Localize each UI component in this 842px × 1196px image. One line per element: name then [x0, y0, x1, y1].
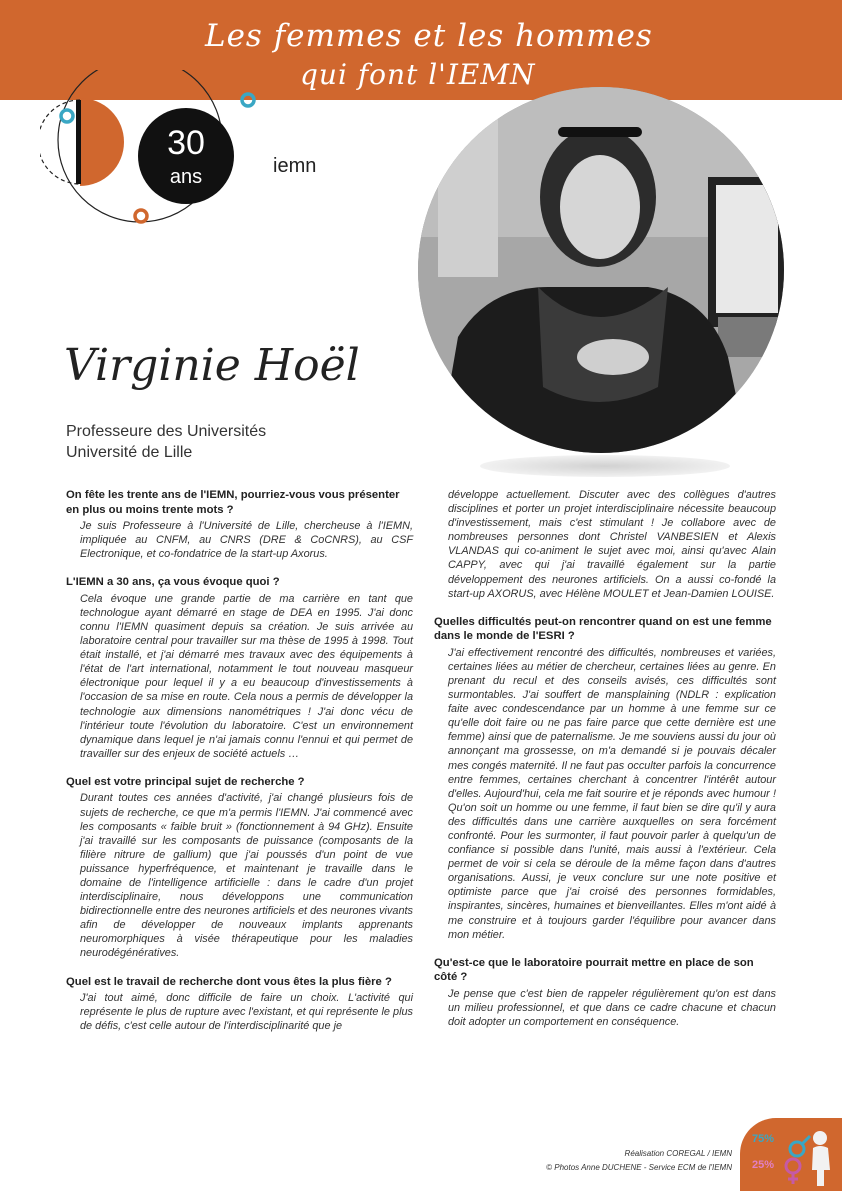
interview-column-right: [434, 488, 776, 1043]
gender-ratio-graphic: [740, 1118, 842, 1191]
credits-line2: © Photos Anne DUCHENE - Service ECM de l'IEMN: [546, 1163, 732, 1172]
logo-dashed-arc: [40, 100, 80, 184]
question-6: Qu'est-ce que le laboratoire pourrait mettre en place de son côté ?: [434, 956, 754, 984]
person-affiliation: Université de Lille: [66, 444, 193, 461]
question-1: On fête les trente ans de l'IEMN, pourriez-vous vous présenter en plus ou moins trente mots ?: [66, 489, 400, 516]
answer-6: Je pense que c'est bien de rappeler régulièrement qu'on est dans un milieu professionnel, et que dans ce cadre chacune et chacun doit adopter un comportement en conséquence.: [448, 987, 776, 1028]
answer-4-continued: développe actuellement. Discuter avec des collègues d'autres disciplines et porter un projet interdisciplinaire nécessite beaucoup d'investissement, mais c'est stimulant ! Je collabore avec de nombreuses personnes dont Christel VANBESIEN et Alexis VLANDAS qui co-animent le sujet avec moi, ainsi qu'avec Alain CAPPY, avec qui j'ai travaillé également sur la partie développement des neurones artificiels. On a aussi co-fondé la start-up AXORUS, avec Hélène MOULET et Jean-Damien LOUISE.: [448, 489, 776, 600]
male-symbol-icon: [790, 1142, 804, 1156]
logo-unit: ans: [169, 166, 203, 188]
photo-shadow: [480, 455, 730, 477]
answer-4: J'ai tout aimé, donc difficile de faire un choix. L'activité qui représente le plus de rupture avec l'existant, et qui représente le plus de défis, c'est celle autour de l'interdisciplinarité que je: [80, 992, 413, 1033]
person-role: [66, 421, 266, 463]
logo-orange-half: [80, 98, 124, 186]
question-4: Quel est le travail de recherche dont vous êtes la plus fière ?: [66, 975, 392, 988]
banner-title-line1: Les femmes et les hommes: [205, 18, 653, 54]
logo-teal-dot-left: [61, 110, 73, 122]
face-shape: [560, 155, 640, 259]
logo-crescent: [238, 125, 268, 185]
female-symbol-icon: [786, 1159, 800, 1173]
question-5: Quelles difficultés peut-on rencontrer quand on est une femme dans le monde de l'ESRI ?: [434, 615, 772, 643]
logo-black-bar: [76, 100, 81, 184]
person-title: Professeure des Universités: [66, 423, 267, 440]
logo-teal-dot-right: [242, 94, 254, 106]
figure-body: [812, 1146, 830, 1186]
gender-ratio-badge: [740, 1118, 842, 1191]
logo-org-name: iemn: [273, 155, 317, 177]
interview-column-left: [66, 488, 413, 1047]
badge-pct-bottom: 25%: [752, 1159, 775, 1171]
question-2: L'IEMN a 30 ans, ça vous évoque quoi ?: [66, 576, 280, 589]
logo-orange-dot: [135, 210, 147, 222]
credits-line1: Réalisation COREGAL / IEMN: [624, 1149, 732, 1158]
logo-number: 30: [167, 124, 205, 162]
answer-3: Durant toutes ces années d'activité, j'ai changé plusieurs fois de sujets de recherche, ce que m'a permis l'IEMN. J'ai commencé avec les composants « faible bruit » (fonctionnement à 94 GHz). Ensuite j'ai travaillé sur les composants de puissance (composants de la filière nitrure de gallium) que j'ai poussés d'un point de vue puissance hyperfréquence, et maintenant je travaille dans le domaine de l'intelligence artificielle : dans le cadre d'un projet interdisciplinaire, nous développons une communication bidirectionnelle entre des neurones artificiels et des neurones vivants afin de développer de nouveaux implants apprenants neuromorphiques à visée thérapeutique pour les maladies neurodégénératives.: [80, 792, 413, 960]
banner-title-line2: qui font l'IEMN: [300, 58, 536, 91]
person-name: Virginie Hoël: [64, 340, 360, 391]
figure-head: [813, 1131, 827, 1145]
question-3: Quel est votre principal sujet de recherche ?: [66, 775, 305, 788]
photo-credits: [520, 1147, 732, 1175]
answer-5: J'ai effectivement rencontré des difficultés, nombreuses et variées, certaines liées au métier de chercheur, certaines liées au genre. En prenant du recul et des conseils avisés, ces difficultés sont surmontables. J'ai souffert de mansplaining (NDLR : explication faite avec condescendance par un homme à une femme sur ce qu'elle doit faire ou ne pas faire parce que cette dernière est une femme) ainsi que de paternalisme. Je me souviens aussi du jour où annonçant ma grossesse, on m'a demandé si je pouvais décaler mes congés maternité. Il ne faut pas occulter parfois la concurrence entre femmes, certaines cherchant à concentrer l'intérêt autour d'elles. Aujourd'hui, cela me fait sourire et je réponds avec humour ! Qu'on soit un homme ou une femme, il faut bien se dire qu'il y aura des difficultés dans une carrière auxquelles on sera forcément confronté. Pour les surmonter, il faut pouvoir parler à quelqu'un de confiance si possible dans l'unité, mais aussi à l'extérieur. Cela permet de voir si cela se déroule de la même façon dans d'autres organisations. Aussi, je veux conclure sur une note positive et optimiste parce que j'ai croisé des personnes formidables, inspirantes, sincères, humaines et bienveillantes. Elles m'ont aidé à me construire et à toujours garder l'équilibre pour avancer dans mon métier.: [448, 646, 776, 941]
portrait-illustration: [418, 87, 784, 453]
answer-1: Je suis Professeure à l'Université de Lille, chercheuse à l'IEMN, impliquée au CNFM, au CNRS (DRE & CoCNRS), au CSF Electronique, et co-fondatrice de la start-up Axorus.: [80, 520, 413, 561]
badge-pct-top: 75%: [752, 1133, 775, 1145]
portrait-photo: [418, 87, 784, 453]
iemn-30-logo: [40, 70, 340, 230]
answer-2: Cela évoque une grande partie de ma carrière en tant que technologue ayant démarré en stage de DEA en 1995. J'ai donc connu l'IEMN quasiment depuis sa création. Je suis arrivée au laboratoire central pour travailler sur ma thèse de 1995 à 1998. Tout était installé, et j'ai démarré mes travaux avec des équipements à l'état de l'art international, notamment le tout nouveau masqueur électronique pour lequel il y a eu beaucoup d'investissements à l'occasion de sa mise en route. Cela nous a permis de développer la technologie aux dimensions nanométriques ! J'ai donc vécu de l'intérieur toute l'évolution du laboratoire. C'est un environnement dynamique dans lequel je n'ai jamais connu l'ennui et qui permet de travailler sur des enjeux de société actuels …: [80, 592, 413, 760]
